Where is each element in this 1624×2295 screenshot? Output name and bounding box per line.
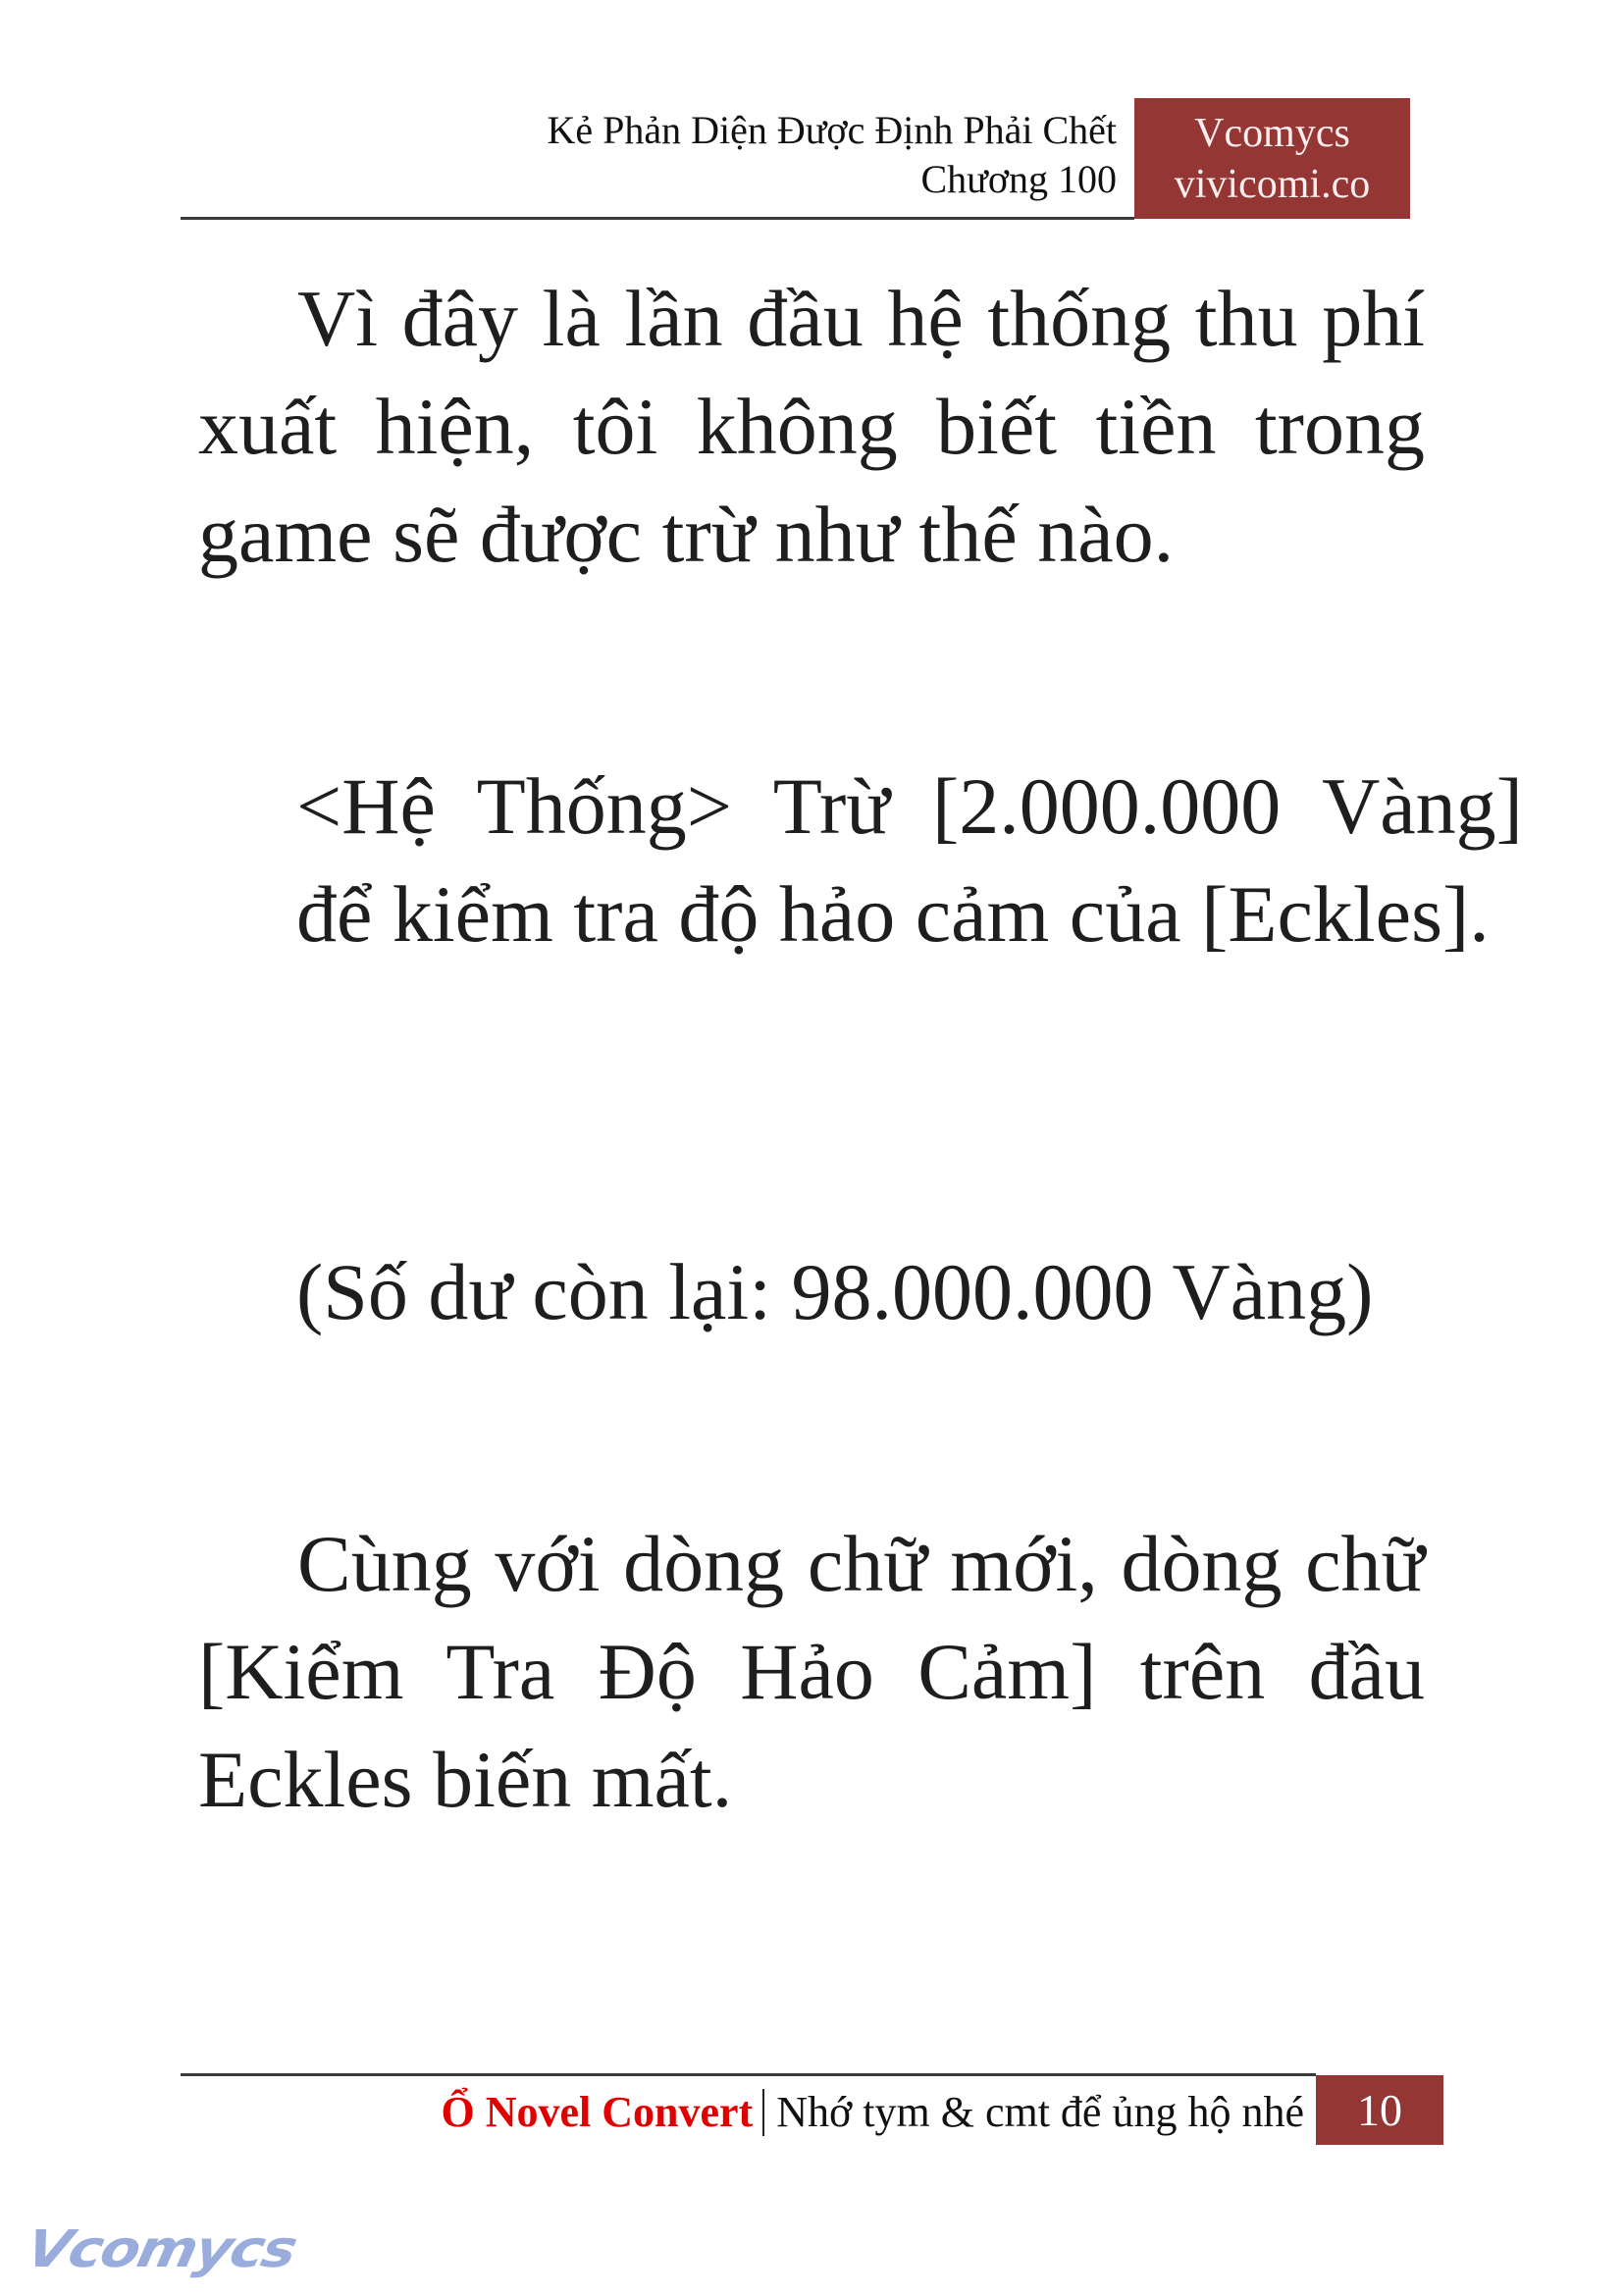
book-title: Kẻ Phản Diện Được Định Phải Chết: [547, 108, 1117, 152]
page-number: 10: [1316, 2075, 1443, 2145]
brand-box: [1134, 98, 1410, 219]
footer-separator: [762, 2089, 764, 2136]
paragraph-3: (Số dư còn lại: 98.000.000 Vàng): [296, 1247, 1374, 1336]
footer-brand: Ổ Novel Convert: [441, 2088, 754, 2136]
brand-site: vivicomi.co: [1174, 162, 1371, 207]
header-titles: [547, 106, 1117, 204]
paragraph-1: Vì đây là lần đầu hệ thống thu phí xuất hiện, tôi không biết tiền trong game sẽ được trừ như thế nào.: [198, 274, 1425, 579]
chapter-label: Chương 100: [920, 157, 1117, 201]
footer-divider: [181, 2073, 1316, 2076]
footer-message: Nhớ tym & cmt để ủng hộ nhé: [776, 2088, 1304, 2136]
paragraph-2: <Hệ Thống> Trừ [2.000.000 Vàng] để kiểm tra độ hảo cảm của [Eckles].: [296, 761, 1523, 959]
brand-name: Vcomycs: [1194, 111, 1350, 156]
header-divider: [181, 217, 1134, 220]
paragraph-4: Cùng với dòng chữ mới, dòng chữ [Kiểm Tra Độ Hảo Cảm] trên đầu Eckles biến mất.: [198, 1519, 1425, 1824]
footer-text: [442, 2086, 1304, 2139]
vcomycs-logo-icon: Vcomycs: [21, 2218, 301, 2279]
